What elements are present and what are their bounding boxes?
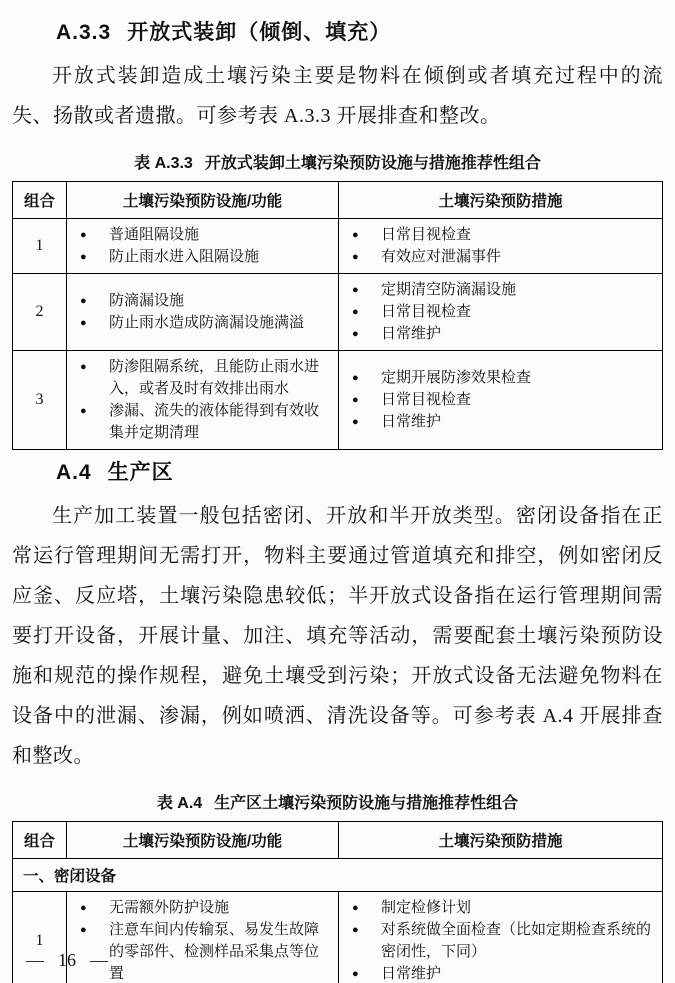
table-a33-caption-title: 开放式装卸土壤污染预防设施与措施推荐性组合: [204, 155, 541, 172]
page-footer: [26, 950, 108, 971]
table-a4-caption: [12, 790, 663, 813]
table-a4: [12, 821, 663, 983]
combo-number: 1: [13, 892, 67, 983]
bullet-item: ● 防止雨水造成防滴漏设施满溢: [73, 312, 332, 334]
bullet-item: ● 日常目视检查: [345, 389, 656, 411]
table-section-row: [13, 859, 663, 892]
facilities-cell: [67, 351, 339, 450]
bullet-list: [345, 897, 656, 983]
table-a4-caption-title: 生产区土壤污染预防设施与措施推荐性组合: [214, 795, 519, 812]
table-a33-caption-label: 表 A.3.3: [134, 155, 193, 172]
footer-dash-left: —: [26, 950, 44, 970]
measures-cell: [339, 219, 663, 274]
column-header: 组合: [13, 182, 67, 219]
bullet-item: ● 防止雨水进入阻隔设施: [73, 246, 332, 268]
bullet-list: [73, 224, 332, 268]
facilities-cell: [67, 219, 339, 274]
measures-cell: [339, 892, 663, 983]
heading-a33-number: A.3.3: [56, 21, 112, 44]
bullet-item: ● 制定检修计划: [345, 897, 656, 919]
measures-cell: [339, 351, 663, 450]
heading-a33: [56, 16, 663, 46]
footer-dash-right: —: [90, 950, 108, 970]
page-number: 16: [58, 950, 76, 970]
table-a33-caption: [12, 150, 663, 173]
bullet-item: ● 有效应对泄漏事件: [345, 246, 656, 268]
column-header: 组合: [13, 822, 67, 859]
bullet-item: ● 普通阻隔设施: [73, 224, 332, 246]
column-header: 土壤污染预防措施: [339, 822, 663, 859]
column-header: 土壤污染预防设施/功能: [67, 822, 339, 859]
combo-number: 3: [13, 351, 67, 450]
bullet-item: ● 日常目视检查: [345, 224, 656, 246]
bullet-item: ● 注意车间内传输泵、易发生故障的零部件、检测样品采集点等位置: [73, 919, 332, 983]
bullet-item: ● 日常维护: [345, 323, 656, 345]
bullet-list: [73, 356, 332, 444]
bullet-list: [73, 897, 332, 983]
bullet-item: ● 防滴漏设施: [73, 290, 332, 312]
bullet-list: [345, 367, 656, 433]
table-a4-caption-label: 表 A.4: [156, 795, 203, 812]
bullet-item: ● 日常维护: [345, 411, 656, 433]
combo-number: 2: [13, 274, 67, 351]
table-row: [13, 274, 663, 351]
bullet-item: ● 渗漏、流失的液体能得到有效收集并定期清理: [73, 400, 332, 444]
bullet-item: ● 无需额外防护设施: [73, 897, 332, 919]
heading-a4: [56, 456, 663, 486]
table-header-row: [13, 822, 663, 859]
bullet-list: [73, 290, 332, 334]
combo-number: 1: [13, 219, 67, 274]
table-header-row: [13, 182, 663, 219]
bullet-item: ● 防渗阻隔系统，且能防止雨水进入，或者及时有效排出雨水: [73, 356, 332, 400]
table-row: [13, 892, 663, 983]
measures-cell: [339, 274, 663, 351]
table-row: [13, 219, 663, 274]
bullet-item: ● 日常目视检查: [345, 301, 656, 323]
paragraph-a33: 开放式装卸造成土壤污染主要是物料在倾倒或者填充过程中的流失、扬散或者遗撒。可参考表 A.3.3 开展排查和整改。: [12, 65, 663, 127]
facilities-cell: [67, 274, 339, 351]
column-header: 土壤污染预防设施/功能: [67, 182, 339, 219]
bullet-item: ● 定期开展防渗效果检查: [345, 367, 656, 389]
paragraph-a4: 生产加工装置一般包括密闭、开放和半开放类型。密闭设备指在正常运行管理期间无需打开，物料主要通过管道填充和排空，例如密闭反应釜、反应塔，土壤污染隐患较低；半开放式设备指在运行管理期间需要打开设备，开展计量、加注、填充等活动，需要配套土壤污染预防设施和规范的操作规程，避免土壤受到污染；开放式设备无法避免物料在设备中的泄漏、渗漏，例如喷洒、清洗设备等。可参考表 A.4 开展排查和整改。: [12, 505, 663, 767]
heading-a4-title: 生产区: [107, 461, 174, 484]
section-label: 一、密闭设备: [13, 859, 663, 892]
bullet-list: [345, 279, 656, 345]
bullet-item: ● 日常维护: [345, 963, 656, 983]
bullet-item: ● 对系统做全面检查（比如定期检查系统的密闭性，下同）: [345, 919, 656, 963]
column-header: 土壤污染预防措施: [339, 182, 663, 219]
heading-a4-number: A.4: [56, 461, 92, 484]
table-a33: [12, 181, 663, 450]
bullet-list: [345, 224, 656, 268]
heading-a33-title: 开放式装卸（倾倒、填充）: [127, 21, 392, 44]
table-row: [13, 351, 663, 450]
bullet-item: ● 定期清空防滴漏设施: [345, 279, 656, 301]
